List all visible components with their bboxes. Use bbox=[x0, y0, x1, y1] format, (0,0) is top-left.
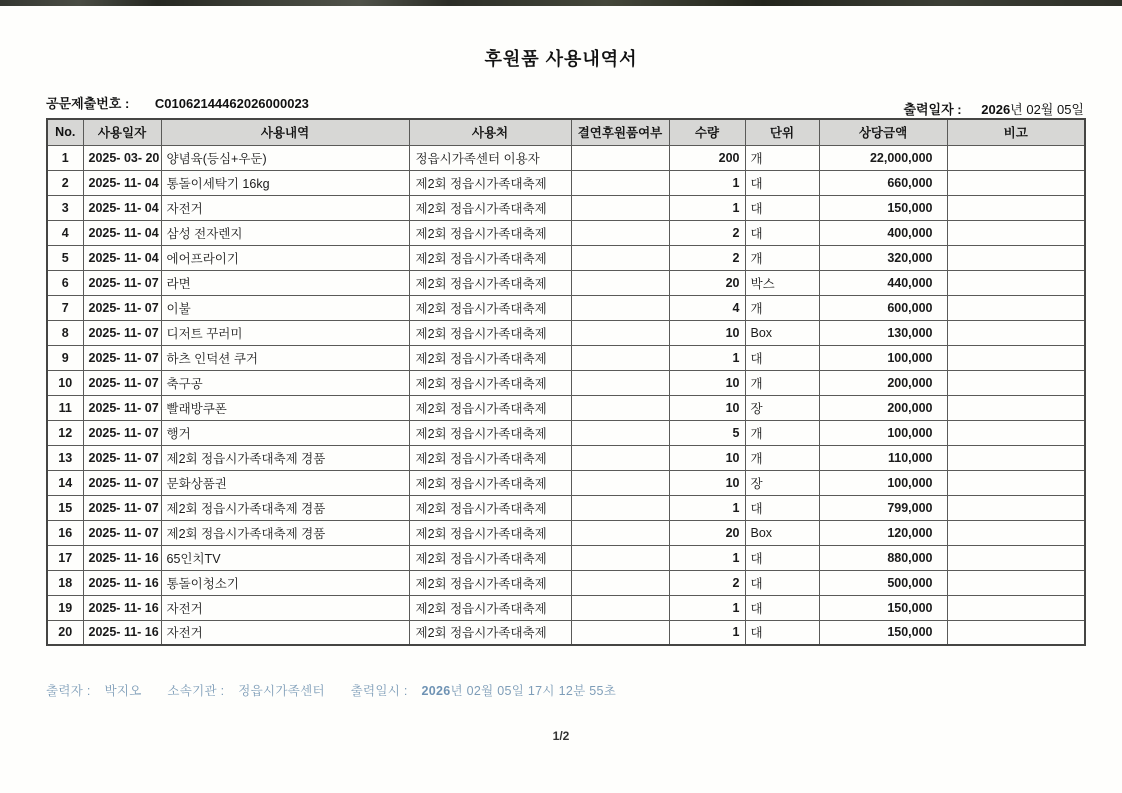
table-cell: 제2회 정읍시가족대축제 bbox=[409, 370, 571, 395]
table-row bbox=[47, 195, 1085, 220]
table-cell bbox=[947, 270, 1085, 295]
table-cell: 이불 bbox=[161, 295, 409, 320]
table-cell bbox=[571, 620, 669, 645]
table-cell: 880,000 bbox=[819, 545, 947, 570]
table-cell: 20 bbox=[47, 620, 83, 645]
table-cell: 1 bbox=[669, 620, 745, 645]
table-cell: 2025- 11- 07 bbox=[83, 470, 161, 495]
table-cell: 110,000 bbox=[819, 445, 947, 470]
table-row bbox=[47, 270, 1085, 295]
table-cell bbox=[571, 320, 669, 345]
table-cell bbox=[947, 620, 1085, 645]
table-cell: 제2회 정읍시가족대축제 bbox=[409, 620, 571, 645]
table-row bbox=[47, 220, 1085, 245]
table-cell: 제2회 정읍시가족대축제 bbox=[409, 170, 571, 195]
table-row bbox=[47, 545, 1085, 570]
table-cell: 대 bbox=[745, 595, 819, 620]
table-cell: 통돌이세탁기 16kg bbox=[161, 170, 409, 195]
table-cell: 2025- 11- 07 bbox=[83, 320, 161, 345]
table-cell: 장 bbox=[745, 395, 819, 420]
table-cell: 제2회 정읍시가족대축제 bbox=[409, 520, 571, 545]
table-row bbox=[47, 595, 1085, 620]
table-cell bbox=[571, 170, 669, 195]
table-cell: 행거 bbox=[161, 420, 409, 445]
table-cell: 2 bbox=[669, 245, 745, 270]
table-cell: 개 bbox=[745, 370, 819, 395]
table-body bbox=[47, 145, 1085, 645]
column-header: 상당금액 bbox=[819, 119, 947, 145]
table-cell bbox=[947, 545, 1085, 570]
table-cell: 제2회 정읍시가족대축제 bbox=[409, 395, 571, 420]
table-cell: 제2회 정읍시가족대축제 bbox=[409, 270, 571, 295]
table-cell: 대 bbox=[745, 345, 819, 370]
table-row bbox=[47, 370, 1085, 395]
table-cell: 제2회 정읍시가족대축제 bbox=[409, 195, 571, 220]
table-cell: 10 bbox=[669, 370, 745, 395]
table-row bbox=[47, 495, 1085, 520]
table-cell: 2025- 11- 04 bbox=[83, 245, 161, 270]
table-cell: 4 bbox=[669, 295, 745, 320]
table-cell: 자전거 bbox=[161, 620, 409, 645]
table-cell bbox=[947, 195, 1085, 220]
table-cell: 통돌이청소기 bbox=[161, 570, 409, 595]
table-row bbox=[47, 620, 1085, 645]
table-cell: 에어프라이기 bbox=[161, 245, 409, 270]
table-cell: 10 bbox=[47, 370, 83, 395]
table-cell: 2025- 11- 07 bbox=[83, 420, 161, 445]
table-cell: 11 bbox=[47, 395, 83, 420]
table-cell: 18 bbox=[47, 570, 83, 595]
table-cell: 320,000 bbox=[819, 245, 947, 270]
table-cell: 제2회 정읍시가족대축제 경품 bbox=[161, 495, 409, 520]
table-cell bbox=[947, 295, 1085, 320]
table-cell: 2025- 11- 04 bbox=[83, 220, 161, 245]
table-cell: 10 bbox=[669, 470, 745, 495]
table-cell: 7 bbox=[47, 295, 83, 320]
table-cell: 22,000,000 bbox=[819, 145, 947, 170]
table-cell: 2 bbox=[669, 570, 745, 595]
table-cell bbox=[947, 495, 1085, 520]
print-date-year: 2026 bbox=[981, 102, 1011, 117]
page-title: 후원품 사용내역서 bbox=[484, 49, 638, 69]
table-cell bbox=[571, 295, 669, 320]
table-cell: 2025- 11- 07 bbox=[83, 370, 161, 395]
table-cell: 1 bbox=[669, 195, 745, 220]
table-cell bbox=[571, 395, 669, 420]
table-cell: 1 bbox=[669, 595, 745, 620]
table-cell: 2 bbox=[669, 220, 745, 245]
table-row bbox=[47, 445, 1085, 470]
table-cell bbox=[571, 470, 669, 495]
table-cell: 정읍시가족센터 이용자 bbox=[409, 145, 571, 170]
table-cell: 16 bbox=[47, 520, 83, 545]
table-cell bbox=[947, 395, 1085, 420]
table-cell: 축구공 bbox=[161, 370, 409, 395]
table-cell: 대 bbox=[745, 620, 819, 645]
table-cell bbox=[571, 270, 669, 295]
table-cell: 제2회 정읍시가족대축제 bbox=[409, 295, 571, 320]
table-cell: Box bbox=[745, 320, 819, 345]
table-cell: 150,000 bbox=[819, 620, 947, 645]
table-cell: 2025- 11- 07 bbox=[83, 445, 161, 470]
table-cell: 제2회 정읍시가족대축제 bbox=[409, 545, 571, 570]
table-cell: 2025- 11- 07 bbox=[83, 295, 161, 320]
column-header: No. bbox=[47, 119, 83, 145]
table-cell: 8 bbox=[47, 320, 83, 345]
table-cell: 문화상품권 bbox=[161, 470, 409, 495]
table-cell: 100,000 bbox=[819, 420, 947, 445]
table-cell: 제2회 정읍시가족대축제 bbox=[409, 445, 571, 470]
table-cell: 제2회 정읍시가족대축제 bbox=[409, 495, 571, 520]
table-cell: 20 bbox=[669, 270, 745, 295]
doc-number-label: 공문제출번호 : bbox=[46, 96, 130, 111]
table-cell bbox=[571, 520, 669, 545]
table-cell: 대 bbox=[745, 545, 819, 570]
table-cell: 제2회 정읍시가족대축제 bbox=[409, 220, 571, 245]
table-cell: 개 bbox=[745, 420, 819, 445]
table-cell: 개 bbox=[745, 445, 819, 470]
table-cell bbox=[947, 445, 1085, 470]
table-cell: 150,000 bbox=[819, 195, 947, 220]
table-row bbox=[47, 245, 1085, 270]
table-head-row bbox=[47, 119, 1085, 145]
table-cell bbox=[947, 370, 1085, 395]
table-cell: 개 bbox=[745, 245, 819, 270]
table-cell bbox=[947, 595, 1085, 620]
table-cell: 660,000 bbox=[819, 170, 947, 195]
table-cell: 4 bbox=[47, 220, 83, 245]
table-row bbox=[47, 345, 1085, 370]
table-row bbox=[47, 570, 1085, 595]
table-row bbox=[47, 470, 1085, 495]
table-cell bbox=[571, 195, 669, 220]
column-header: 결연후원품여부 bbox=[571, 119, 669, 145]
table-cell: 5 bbox=[47, 245, 83, 270]
column-header: 비고 bbox=[947, 119, 1085, 145]
table-cell: 대 bbox=[745, 170, 819, 195]
table-cell: 2025- 11- 16 bbox=[83, 595, 161, 620]
table-cell: 440,000 bbox=[819, 270, 947, 295]
scanner-edge-artifact bbox=[0, 0, 1122, 6]
table-cell: 제2회 정읍시가족대축제 bbox=[409, 420, 571, 445]
donation-usage-table bbox=[46, 118, 1086, 646]
table-row bbox=[47, 520, 1085, 545]
table-cell: 3 bbox=[47, 195, 83, 220]
print-date-line bbox=[903, 99, 1084, 118]
table-cell: 2025- 11- 16 bbox=[83, 570, 161, 595]
table-cell: 박스 bbox=[745, 270, 819, 295]
table-cell: 14 bbox=[47, 470, 83, 495]
column-header: 수량 bbox=[669, 119, 745, 145]
table-cell: Box bbox=[745, 520, 819, 545]
table-cell: 400,000 bbox=[819, 220, 947, 245]
table-cell: 제2회 정읍시가족대축제 bbox=[409, 345, 571, 370]
table-cell: 12 bbox=[47, 420, 83, 445]
print-date-rest: 년 02월 05일 bbox=[1010, 102, 1084, 117]
table-cell: 1 bbox=[669, 495, 745, 520]
table-cell: 200 bbox=[669, 145, 745, 170]
table-cell: 제2회 정읍시가족대축제 bbox=[409, 245, 571, 270]
table-cell bbox=[947, 320, 1085, 345]
table-cell bbox=[571, 145, 669, 170]
table-cell bbox=[571, 245, 669, 270]
table-cell: 2 bbox=[47, 170, 83, 195]
table-row bbox=[47, 320, 1085, 345]
table-cell: 600,000 bbox=[819, 295, 947, 320]
table-cell: 하츠 인덕션 쿠거 bbox=[161, 345, 409, 370]
table-cell: 대 bbox=[745, 195, 819, 220]
column-header: 사용일자 bbox=[83, 119, 161, 145]
table-row bbox=[47, 170, 1085, 195]
table-cell: 100,000 bbox=[819, 470, 947, 495]
table-cell: 200,000 bbox=[819, 370, 947, 395]
table-cell: 장 bbox=[745, 470, 819, 495]
table-cell bbox=[947, 520, 1085, 545]
doc-number-line bbox=[46, 93, 309, 112]
printed-at-rest: 년 02월 05일 17시 12분 55초 bbox=[450, 684, 617, 698]
printed-by-label: 출력자 : bbox=[46, 684, 91, 698]
table-cell: 130,000 bbox=[819, 320, 947, 345]
table-cell: 라면 bbox=[161, 270, 409, 295]
table-cell: 2025- 11- 07 bbox=[83, 395, 161, 420]
table-cell: 100,000 bbox=[819, 345, 947, 370]
table-cell: 10 bbox=[669, 395, 745, 420]
column-header: 사용처 bbox=[409, 119, 571, 145]
table-cell: 2025- 11- 07 bbox=[83, 345, 161, 370]
table-row bbox=[47, 145, 1085, 170]
table-cell bbox=[571, 220, 669, 245]
table-cell: 2025- 11- 07 bbox=[83, 520, 161, 545]
table-cell: 2025- 11- 07 bbox=[83, 270, 161, 295]
table-cell bbox=[571, 570, 669, 595]
table-cell: 500,000 bbox=[819, 570, 947, 595]
printed-at-year: 2026 bbox=[421, 684, 451, 698]
table-cell: 2025- 11- 04 bbox=[83, 170, 161, 195]
table-cell: 10 bbox=[669, 320, 745, 345]
table-row bbox=[47, 395, 1085, 420]
table-cell bbox=[571, 370, 669, 395]
table-cell: 1 bbox=[669, 545, 745, 570]
table-cell: 15 bbox=[47, 495, 83, 520]
table-cell bbox=[947, 420, 1085, 445]
table-cell: 자전거 bbox=[161, 595, 409, 620]
column-header: 단위 bbox=[745, 119, 819, 145]
table-cell bbox=[571, 545, 669, 570]
table-cell: 제2회 정읍시가족대축제 bbox=[409, 470, 571, 495]
table-cell: 1 bbox=[669, 170, 745, 195]
table-cell bbox=[947, 345, 1085, 370]
table-cell: 대 bbox=[745, 495, 819, 520]
print-date-label: 출력일자 : bbox=[903, 102, 962, 117]
table-cell: 799,000 bbox=[819, 495, 947, 520]
table-cell: 10 bbox=[669, 445, 745, 470]
table-cell: 디저트 꾸러미 bbox=[161, 320, 409, 345]
table-cell: 120,000 bbox=[819, 520, 947, 545]
table-cell bbox=[947, 220, 1085, 245]
table-row bbox=[47, 420, 1085, 445]
table-cell: 9 bbox=[47, 345, 83, 370]
doc-number-value: C01062144462026000023 bbox=[154, 96, 309, 111]
table-cell: 제2회 정읍시가족대축제 bbox=[409, 570, 571, 595]
table-cell: 대 bbox=[745, 220, 819, 245]
table-cell: 65인치TV bbox=[161, 545, 409, 570]
table-cell: 5 bbox=[669, 420, 745, 445]
table-cell: 2025- 11- 04 bbox=[83, 195, 161, 220]
table-cell bbox=[571, 420, 669, 445]
table-cell: 양념육(등심+우둔) bbox=[161, 145, 409, 170]
table-cell bbox=[947, 570, 1085, 595]
print-meta-line bbox=[46, 681, 616, 699]
table-cell: 17 bbox=[47, 545, 83, 570]
table-cell: 제2회 정읍시가족대축제 경품 bbox=[161, 445, 409, 470]
printed-by-value: 박지오 bbox=[104, 684, 142, 698]
table-cell: 200,000 bbox=[819, 395, 947, 420]
table-cell bbox=[947, 170, 1085, 195]
table-cell: 삼성 전자렌지 bbox=[161, 220, 409, 245]
table-cell: 개 bbox=[745, 145, 819, 170]
table-cell bbox=[947, 145, 1085, 170]
table-cell bbox=[571, 445, 669, 470]
table-cell: 대 bbox=[745, 570, 819, 595]
table-cell: 1 bbox=[47, 145, 83, 170]
org-value: 정읍시가족센터 bbox=[238, 684, 325, 698]
table-cell: 제2회 정읍시가족대축제 bbox=[409, 320, 571, 345]
table-cell: 13 bbox=[47, 445, 83, 470]
table-cell: 자전거 bbox=[161, 195, 409, 220]
table-row bbox=[47, 295, 1085, 320]
table-cell: 제2회 정읍시가족대축제 bbox=[409, 595, 571, 620]
table-cell: 20 bbox=[669, 520, 745, 545]
table-cell bbox=[571, 595, 669, 620]
printed-at-label: 출력일시 : bbox=[350, 684, 408, 698]
table-cell: 빨래방쿠폰 bbox=[161, 395, 409, 420]
column-header: 사용내역 bbox=[161, 119, 409, 145]
table-cell: 6 bbox=[47, 270, 83, 295]
page-number: 1/2 bbox=[552, 729, 570, 743]
table-cell: 2025- 03- 20 bbox=[83, 145, 161, 170]
table-cell: 1 bbox=[669, 345, 745, 370]
table-cell bbox=[947, 470, 1085, 495]
table-cell: 2025- 11- 16 bbox=[83, 545, 161, 570]
table-cell: 150,000 bbox=[819, 595, 947, 620]
table-cell: 개 bbox=[745, 295, 819, 320]
table-cell bbox=[947, 245, 1085, 270]
table-cell: 제2회 정읍시가족대축제 경품 bbox=[161, 520, 409, 545]
table-cell: 2025- 11- 07 bbox=[83, 495, 161, 520]
table-cell bbox=[571, 495, 669, 520]
table-cell bbox=[571, 345, 669, 370]
org-label: 소속기관 : bbox=[167, 684, 225, 698]
table-cell: 2025- 11- 16 bbox=[83, 620, 161, 645]
table-cell: 19 bbox=[47, 595, 83, 620]
